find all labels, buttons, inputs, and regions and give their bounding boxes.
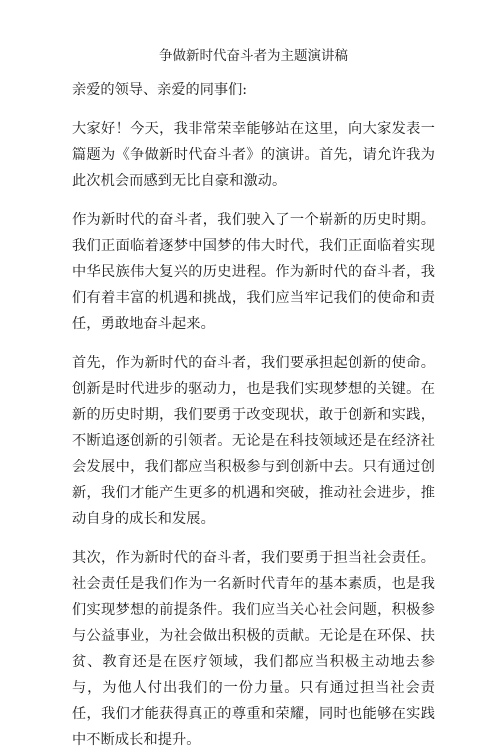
paragraph-intro: 大家好！今天，我非常荣幸能够站在这里，向大家发表一篇题为《争做新时代奋斗者》的演讲。首先，请允许我为此次机会而感到无比自豪和激动。 xyxy=(72,121,435,189)
paragraph-new-era: 作为新时代的奋斗者，我们驶入了一个崭新的历史时期。我们正面临着逐梦中国梦的伟大时代，我们正面临着实现中华民族伟大复兴的历史进程。作为新时代的奋斗者，我们有着丰富的机遇和挑战，我们应当牢记我们的使命和责任，勇敢地奋斗起来。 xyxy=(72,212,435,332)
paragraph-innovation: 首先，作为新时代的奋斗者，我们要承担起创新的使命。创新是时代进步的驱动力，也是我们实现梦想的关键。在新的历史时期，我们要勇于改变现状，敢于创新和实践，不断追逐创新的引领者。无论是在科技领域还是在经济社会发展中，我们都应当积极参与到创新中去。只有通过创新，我们才能产生更多的机遇和突破，推动社会进步，推动自身的成长和发展。 xyxy=(72,355,435,527)
paragraph-social-responsibility: 其次，作为新时代的奋斗者，我们要勇于担当社会责任。社会责任是我们作为一名新时代青年的基本素质，也是我们实现梦想的前提条件。我们应当关心社会问题，积极参与公益事业，为社会做出积极的贡献。无论是在环保、扶贫、教育还是在医疗领域，我们都应当积极主动地去参与，为他人付出我们的一份力量。只有通过担当社会责任，我们才能获得真正的尊重和荣耀，同时也能够在实践中不断成长和提升。 xyxy=(72,550,435,748)
salutation: 亲爱的领导、亲爱的同事们: xyxy=(72,82,248,98)
document-title: 争做新时代奋斗者为主题演讲稿 xyxy=(159,48,348,64)
